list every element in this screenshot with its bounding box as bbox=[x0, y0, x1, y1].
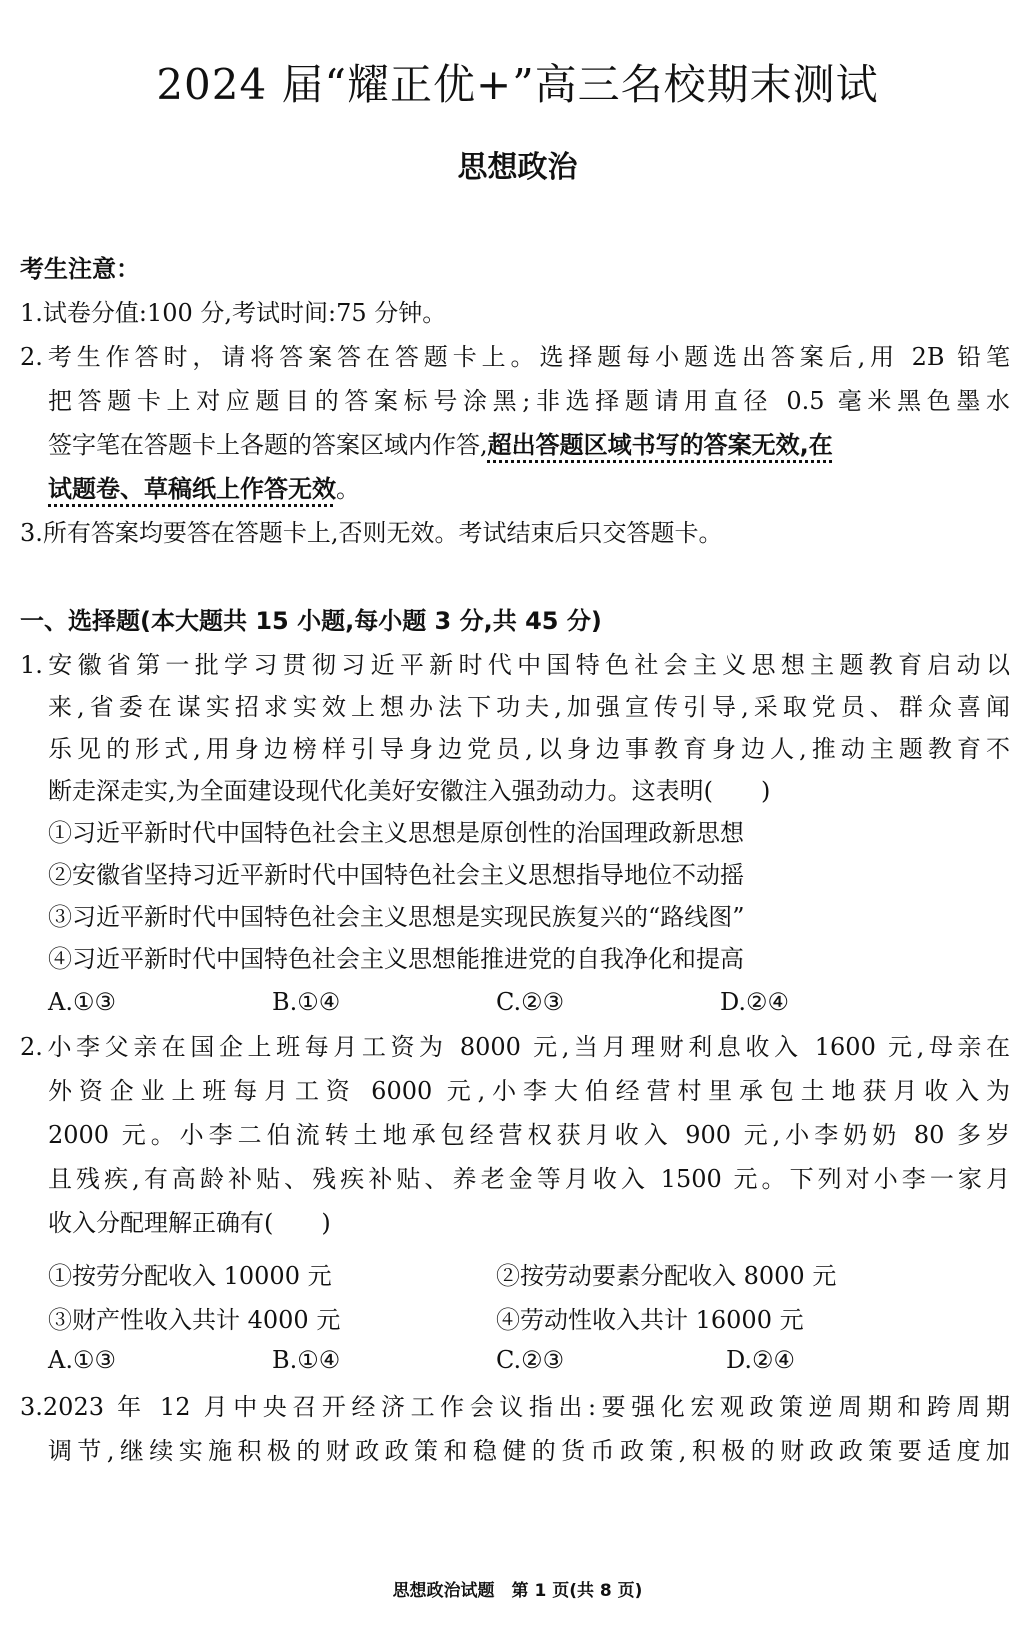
q1-option-2: ②安徽省坚持习近平新时代中国特色社会主义思想指导地位不动摇 bbox=[48, 861, 744, 889]
q2-options-row-2 bbox=[48, 1300, 1010, 1334]
q1-option-4: ④习近平新时代中国特色社会主义思想能推进党的自我净化和提高 bbox=[48, 945, 744, 973]
notice-plain-text: 签字笔在答题卡上各题的答案区域内作答, bbox=[48, 431, 488, 459]
q2-option-2: ②按劳动要素分配收入 8000 元 bbox=[496, 1262, 837, 1290]
notice-item-2-line-2: 把答题卡上对应题目的答案标号涂黑;非选择题请用直径 0.5 毫米黑色墨水 bbox=[48, 387, 1010, 415]
q2-option-3: ③财产性收入共计 4000 元 bbox=[48, 1306, 341, 1334]
q2-choice-d: D.②④ bbox=[726, 1346, 796, 1374]
q1-choice-b: B.①④ bbox=[272, 988, 341, 1016]
notice-item-3: 3.所有答案均要答在答题卡上,否则无效。考试结束后只交答题卡。 bbox=[20, 519, 723, 547]
q3-stem-line-1: 3.2023 年 12 月中央召开经济工作会议指出:要强化宏观政策逆周期和跨周期 bbox=[20, 1393, 1010, 1421]
notice-emphasis-text: 超出答题区域书写的答案无效,在 bbox=[487, 431, 833, 459]
q1-choice-d: D.②④ bbox=[720, 988, 790, 1016]
q1-choice-a: A.①③ bbox=[48, 988, 116, 1016]
q1-option-3: ③习近平新时代中国特色社会主义思想是实现民族复兴的“路线图” bbox=[48, 903, 745, 931]
q1-stem-line-2: 来,省委在谋实招求实效上想办法下功夫,加强宣传引导,采取党员、群众喜闻 bbox=[48, 693, 1010, 721]
q2-stem-line-4: 且残疾,有高龄补贴、残疾补贴、养老金等月收入 1500 元。下列对小李一家月 bbox=[48, 1165, 1010, 1193]
notice-item-1: 1.试卷分值:100 分,考试时间:75 分钟。 bbox=[20, 299, 447, 327]
q2-stem-line-5: 收入分配理解正确有( ) bbox=[48, 1209, 331, 1237]
q2-choice-a: A.①③ bbox=[48, 1346, 116, 1374]
section-heading: 一、选择题(本大题共 15 小题,每小题 3 分,共 45 分) bbox=[20, 607, 602, 635]
q2-option-4: ④劳动性收入共计 16000 元 bbox=[496, 1306, 804, 1334]
q1-stem-line-1: 1.安徽省第一批学习贯彻习近平新时代中国特色社会主义思想主题教育启动以 bbox=[20, 651, 1010, 679]
q2-choices bbox=[48, 1346, 1010, 1376]
exam-title: 2024 届“耀正优+”高三名校期末测试 bbox=[156, 60, 879, 109]
q1-stem-line-3: 乐见的形式,用身边榜样引导身边党员,以身边事教育身边人,推动主题教育不 bbox=[48, 735, 1010, 763]
q2-stem-line-2: 外资企业上班每月工资 6000 元,小李大伯经营村里承包土地获月收入为 bbox=[48, 1077, 1010, 1105]
q2-stem-line-1: 2.小李父亲在国企上班每月工资为 8000 元,当月理财利息收入 1600 元,母亲在 bbox=[20, 1033, 1010, 1061]
notice-heading: 考生注意： bbox=[20, 255, 140, 283]
q2-options-row-1 bbox=[48, 1256, 1010, 1290]
notice-period: 。 bbox=[336, 475, 360, 503]
q3-stem-line-2: 调节,继续实施积极的财政政策和稳健的货币政策,积极的财政政策要适度加 bbox=[48, 1437, 1010, 1465]
notice-item-2-line-3 bbox=[48, 430, 1010, 460]
q1-choices bbox=[48, 988, 1010, 1018]
notice-emphasis-text-2: 试题卷、草稿纸上作答无效 bbox=[48, 475, 336, 503]
q2-option-1: ①按劳分配收入 10000 元 bbox=[48, 1262, 332, 1290]
page-footer: 思想政治试题 第 1 页(共 8 页) bbox=[392, 1581, 643, 1601]
subject-title: 思想政治 bbox=[457, 150, 578, 185]
q1-option-1: ①习近平新时代中国特色社会主义思想是原创性的治国理政新思想 bbox=[48, 819, 744, 847]
notice-item-2-line-1: 2.考生作答时，请将答案答在答题卡上。选择题每小题选出答案后,用 2B 铅笔 bbox=[20, 343, 1010, 371]
q1-choice-c: C.②③ bbox=[496, 988, 565, 1016]
q2-stem-line-3: 2000 元。小李二伯流转土地承包经营权获月收入 900 元,小李奶奶 80 多岁 bbox=[48, 1121, 1010, 1149]
notice-item-2-line-4 bbox=[48, 474, 1010, 504]
q1-stem-line-4: 断走深走实,为全面建设现代化美好安徽注入强劲动力。这表明( ) bbox=[48, 777, 771, 805]
q2-choice-c: C.②③ bbox=[496, 1346, 565, 1374]
q2-choice-b: B.①④ bbox=[272, 1346, 341, 1374]
